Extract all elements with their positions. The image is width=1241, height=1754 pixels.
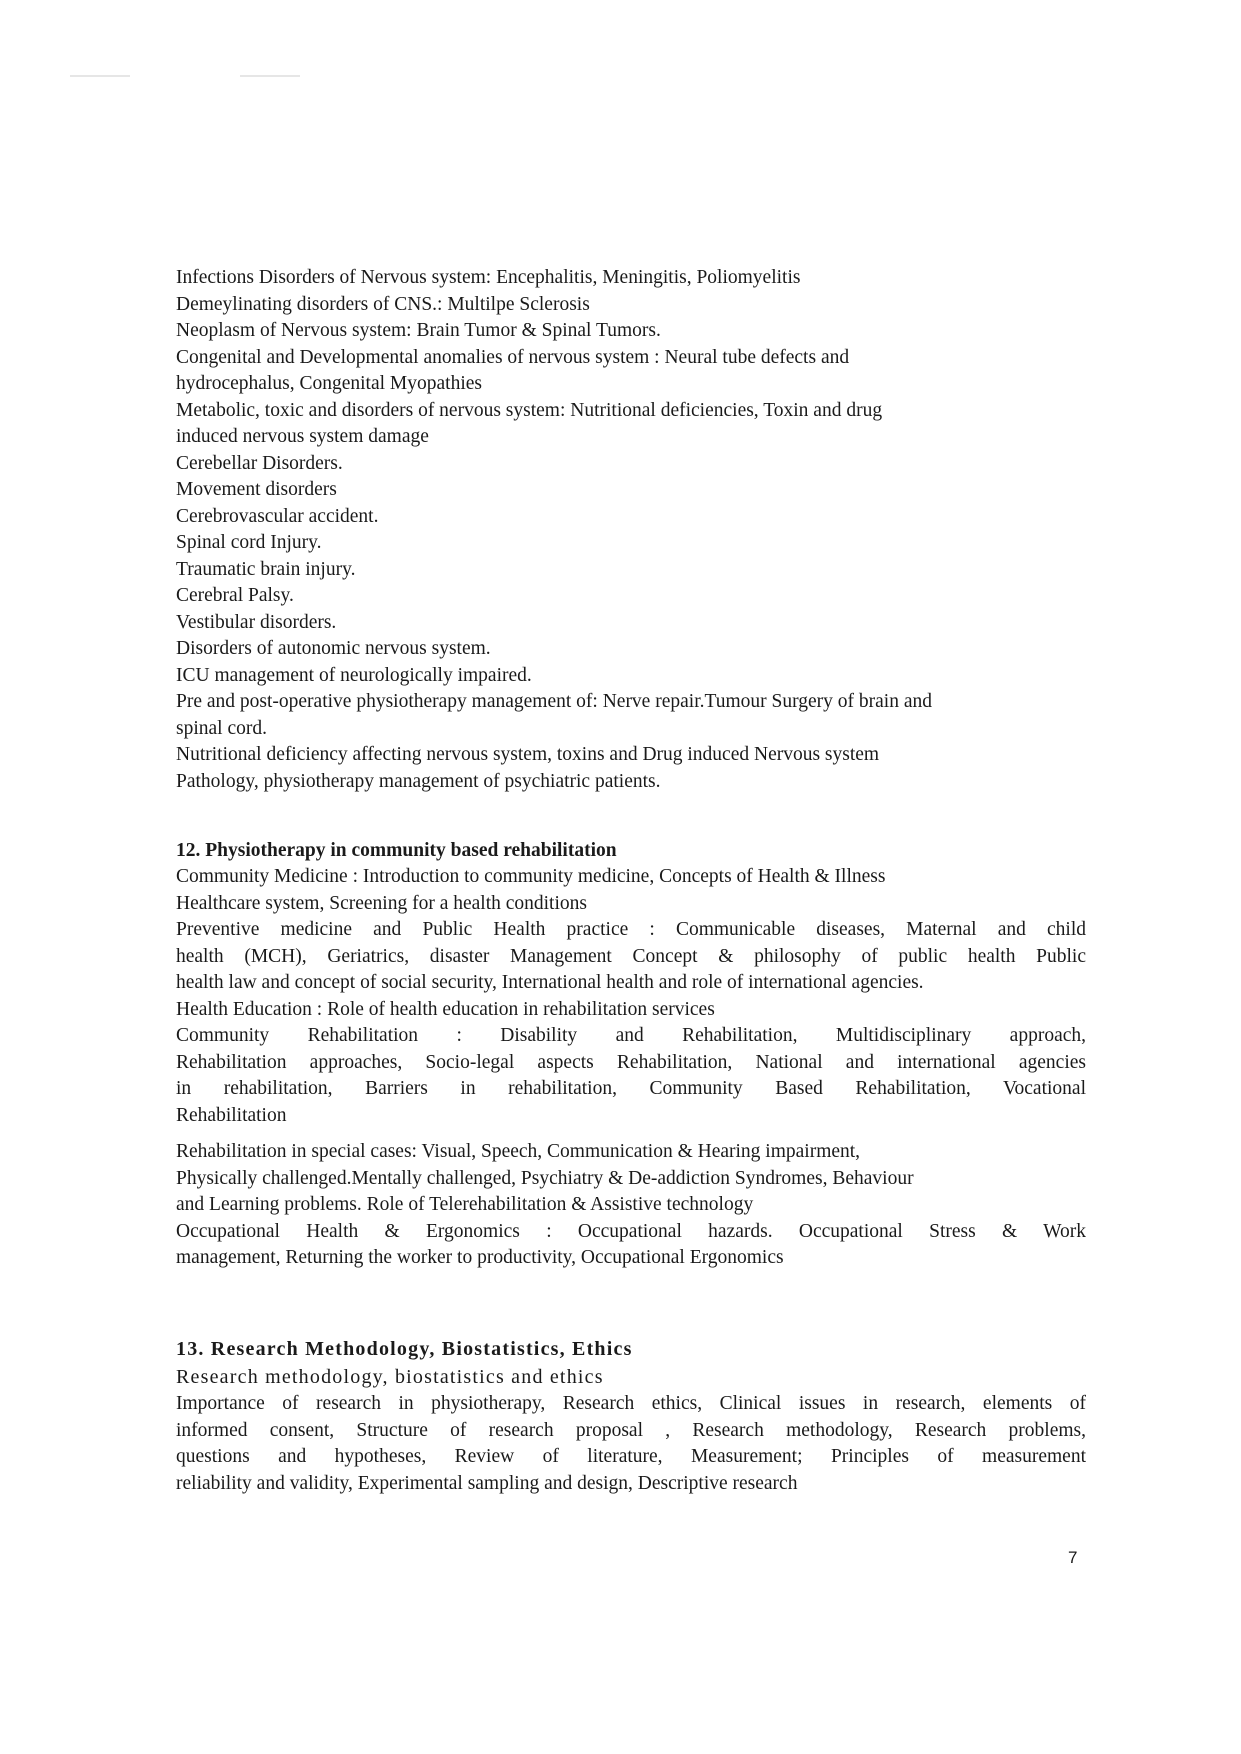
text-line: Community Rehabilitation : Disability and Rehabilitation, Multidisciplinary approach, <box>176 1025 1086 1046</box>
page-number: 7 <box>1068 1548 1078 1567</box>
text-line: Disorders of autonomic nervous system. <box>176 638 491 659</box>
text-line: Preventive medicine and Public Health practice : Communicable diseases, Maternal and child <box>176 919 1086 940</box>
text-line: informed consent, Structure of research proposal , Research methodology, Research problems, <box>176 1419 1086 1441</box>
section-12 <box>176 838 1086 1129</box>
text-line: and Learning problems. Role of Telerehabilitation & Assistive technology <box>176 1194 754 1215</box>
text-line: spinal cord. <box>176 717 267 739</box>
text-line: induced nervous system damage <box>176 426 429 447</box>
text-line: Healthcare system, Screening for a health conditions <box>176 892 587 914</box>
text-line: Community Medicine : Introduction to community medicine, Concepts of Health & Illness <box>176 866 886 887</box>
text-line: Cerebrovascular accident. <box>176 505 379 527</box>
text-line: Infections Disorders of Nervous system: Encephalitis, Meningitis, Poliomyelitis <box>176 267 801 288</box>
text-line: Physically challenged.Mentally challenged, Psychiatry & De-addiction Syndromes, Behaviour <box>176 1167 914 1189</box>
text-line: Movement disorders <box>176 479 337 500</box>
text-line: Pathology, physiotherapy management of psychiatric patients. <box>176 770 661 792</box>
text-line: Traumatic brain injury. <box>176 558 356 580</box>
text-line: Spinal cord Injury. <box>176 532 322 553</box>
text-line: Rehabilitation approaches, Socio-legal aspects Rehabilitation, National and international agencies <box>176 1051 1086 1073</box>
text-line: Demeylinating disorders of CNS.: Multilpe Sclerosis <box>176 293 590 315</box>
scan-artifact <box>240 75 300 77</box>
text-line: Vestibular disorders. <box>176 611 337 633</box>
text-line: ICU management of neurologically impaired. <box>176 664 532 686</box>
text-line: management, Returning the worker to productivity, Occupational Ergonomics <box>176 1247 784 1268</box>
section-12-heading: 12. Physiotherapy in community based rehabilitation <box>176 840 617 861</box>
scan-artifact <box>70 75 130 77</box>
section-13-heading: 13. Research Methodology, Biostatistics, Ethics <box>176 1338 633 1360</box>
text-line: Pre and post-operative physiotherapy management of: Nerve repair.Tumour Surgery of brain and <box>176 691 932 712</box>
text-line: Health Education : Role of health education in rehabilitation services <box>176 998 715 1020</box>
section-13 <box>176 1335 1086 1497</box>
text-line: hydrocephalus, Congenital Myopathies <box>176 373 482 394</box>
text-line: Cerebral Palsy. <box>176 585 294 606</box>
text-line: health law and concept of social security, International health and role of international agencies. <box>176 972 924 993</box>
nervous-system-topics <box>176 265 1086 795</box>
text-line: Metabolic, toxic and disorders of nervous system: Nutritional deficiencies, Toxin and drug <box>176 399 883 421</box>
text-line: Nutritional deficiency affecting nervous system, toxins and Drug induced Nervous system <box>176 744 880 765</box>
text-line: in rehabilitation, Barriers in rehabilitation, Community Based Rehabilitation, Vocational <box>176 1078 1086 1099</box>
text-line: reliability and validity, Experimental sampling and design, Descriptive research <box>176 1472 798 1494</box>
text-line: Importance of research in physiotherapy, Research ethics, Clinical issues in research, elements of <box>176 1393 1086 1414</box>
section-13-subheading: Research methodology, biostatistics and ethics <box>176 1366 604 1388</box>
section-12-special-cases <box>176 1139 1086 1272</box>
text-line: health (MCH), Geriatrics, disaster Management Concept & philosophy of public health Public <box>176 945 1086 967</box>
text-line: Occupational Health & Ergonomics : Occupational hazards. Occupational Stress & Work <box>176 1220 1086 1242</box>
text-line: Congenital and Developmental anomalies of nervous system : Neural tube defects and <box>176 346 850 368</box>
text-line: questions and hypotheses, Review of literature, Measurement; Principles of measurement <box>176 1446 1086 1467</box>
text-line: Rehabilitation <box>176 1104 287 1126</box>
text-line: Rehabilitation in special cases: Visual, Speech, Communication & Hearing impairment, <box>176 1141 861 1162</box>
text-line: Cerebellar Disorders. <box>176 452 343 474</box>
text-line: Neoplasm of Nervous system: Brain Tumor & Spinal Tumors. <box>176 320 661 341</box>
